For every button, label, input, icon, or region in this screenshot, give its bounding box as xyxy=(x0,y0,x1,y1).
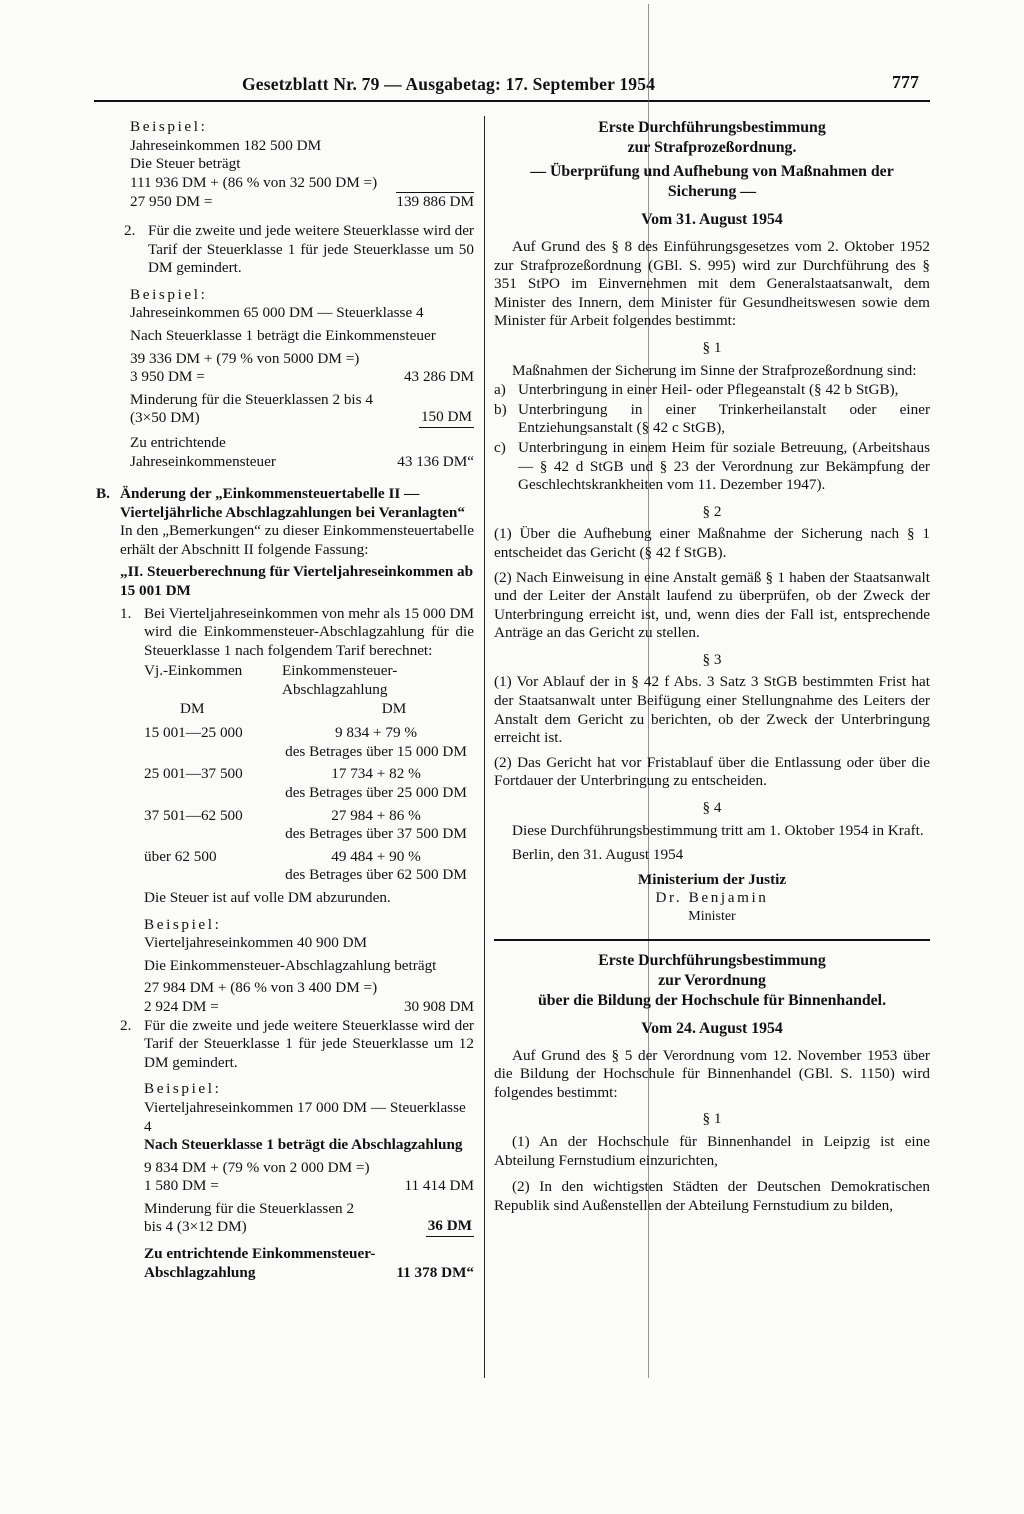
ordinance-title: Erste Durchführungsbestimmung xyxy=(598,119,826,136)
example-line: 3 950 DM = xyxy=(130,368,205,386)
example-line: 9 834 DM + (79 % von 2 000 DM =) xyxy=(144,1158,370,1176)
column-divider xyxy=(484,116,485,1378)
section-title: Änderung der „Einkommensteuertabelle II — Vierteljährliche Abschlagzahlungen bei Veranlagten“ xyxy=(120,485,465,521)
paragraph-number: 2. xyxy=(124,221,136,239)
place-date: Berlin, den 31. August 1954 xyxy=(512,846,684,864)
section-text: (2) In den wichtigsten Städten der Deutschen Demokratischen Republik sind Außenstellen der Abteilung Fernstudium zu bilden, xyxy=(494,1178,930,1214)
section-b xyxy=(96,485,474,1282)
table-row xyxy=(144,724,474,761)
section-heading: § 2 xyxy=(702,502,722,520)
table-cell xyxy=(278,807,474,844)
list-text: Unterbringung in einer Heil- oder Pflegeanstalt (§ 42 b StGB), xyxy=(518,381,899,399)
ordinance-subtitle: — Überprüfung und Aufhebung von Maßnahmen der Sicherung — xyxy=(530,163,894,200)
table-cell xyxy=(278,765,474,802)
ordinance-hochschule xyxy=(494,951,930,1216)
example-result: 43 136 DM“ xyxy=(397,452,474,470)
list-marker: a) xyxy=(494,381,506,399)
tariff-table xyxy=(120,662,474,907)
paragraph-text: Für die zweite und jede weitere Steuerklasse wird der Tarif der Steuerklasse 1 für jede Steuerklasse um 50 DM gemindert. xyxy=(148,221,474,277)
table-value: 27 984 + 86 % xyxy=(331,806,421,824)
example-result-row xyxy=(144,998,474,1017)
example-3 xyxy=(120,916,474,1017)
section-text: Maßnahmen der Sicherung im Sinne der Strafprozeßordnung sind: xyxy=(512,361,917,379)
example-result-row xyxy=(130,434,474,471)
section-heading: § 1 xyxy=(702,338,722,356)
section-separator-rule xyxy=(494,939,930,941)
table-unit-row xyxy=(144,700,474,719)
example-label: Beispiel: xyxy=(144,915,222,933)
list-item xyxy=(494,381,930,400)
example-line: 27 950 DM = xyxy=(130,193,213,211)
section-text: Diese Durchführungsbestimmung tritt am 1. Oktober 1954 in Kraft. xyxy=(512,821,924,839)
example-label: Beispiel: xyxy=(130,118,208,135)
list-text: Unterbringung in einem Heim für soziale Betreuung, (Arbeitshaus — § 42 d StGB und § 23 der Verordnung zur Bekämpfung der Geschlechtskrankheiten vom 11. Dezember 1947). xyxy=(518,438,930,494)
example-result: 150 DM xyxy=(419,408,474,428)
page-header: Gesetzblatt Nr. 79 — Ausgabetag: 17. September 1954 xyxy=(242,74,656,94)
example-result-row xyxy=(130,192,474,212)
table-header: Vj.-Einkommen xyxy=(144,662,243,680)
example-line: 111 936 DM + (86 % von 32 500 DM =) xyxy=(130,173,378,191)
section-heading: § 1 xyxy=(702,1110,722,1128)
table-cell xyxy=(278,848,474,885)
list-item xyxy=(494,401,930,438)
table-unit: DM xyxy=(180,699,205,717)
example-line: 27 984 DM + (86 % von 3 400 DM =) xyxy=(144,979,378,997)
ordinance-date: Vom 24. August 1954 xyxy=(641,1019,783,1037)
example-result: 11 414 DM xyxy=(404,1177,474,1195)
example-line: 2 924 DM = xyxy=(144,997,219,1015)
example-result-row xyxy=(144,1177,474,1196)
table-cell: 25 001—37 500 xyxy=(144,765,243,783)
example-line: Nach Steuerklasse 1 beträgt die Abschlagzahlung xyxy=(144,1136,463,1154)
paragraph-number: 1. xyxy=(120,604,132,622)
example-line: Die Steuer beträgt xyxy=(130,155,241,173)
table-subvalue: des Betrages über 25 000 DM xyxy=(285,784,467,801)
example-line: Jahreseinkommen 65 000 DM — Steuerklasse 4 xyxy=(130,304,424,322)
example-label: Beispiel: xyxy=(144,1080,222,1098)
table-cell: 15 001—25 000 xyxy=(144,724,243,742)
paragraph-text: Bei Vierteljahreseinkommen von mehr als 15 000 DM wird die Einkommensteuer-Abschlagzahlung für die Steuerklasse 1 nach folgendem Tarif berechnet: xyxy=(144,604,474,659)
table-subvalue: des Betrages über 15 000 DM xyxy=(285,742,467,760)
ordinance-preamble: Auf Grund des § 5 der Verordnung vom 12. November 1953 über die Bildung der Hochschule für Binnenhandel (GBl. S. 1150) wird folgendes bestimmt: xyxy=(494,1046,930,1101)
paragraph-text: Für die zweite und jede weitere Steuerklasse wird der Tarif der Steuerklasse 1 für jede Steuerklasse um 12 DM gemindert. xyxy=(144,1016,474,1071)
table-header: Einkommensteuer-Abschlagzahlung xyxy=(282,662,398,699)
example-result-row xyxy=(144,1200,474,1237)
example-result: 139 886 DM xyxy=(396,193,474,211)
numbered-paragraph xyxy=(120,605,474,661)
example-line: Zu entrichtende Einkommensteuer-Abschlagzahlung xyxy=(144,1245,376,1281)
list-marker: c) xyxy=(494,438,506,456)
ordinance-date: Vom 31. August 1954 xyxy=(641,211,783,228)
signer-role: Minister xyxy=(688,909,736,924)
table-value: 49 484 + 90 % xyxy=(331,847,421,865)
ordinance-title: zur Strafprozeßordnung. xyxy=(627,139,797,156)
example-result-row xyxy=(130,391,474,428)
section-intro: In den „Bemerkungen“ zu dieser Einkommensteuertabelle erhält der Abschnitt II folgende Fassung: xyxy=(120,522,474,558)
section-text: (1) An der Hochschule für Binnenhandel in Leipzig ist eine Abteilung Fernstudium einzurichten, xyxy=(494,1132,930,1169)
ordinance-title: über die Bildung der Hochschule für Binnenhandel. xyxy=(537,991,887,1009)
numbered-paragraph xyxy=(96,222,474,278)
table-value: 17 734 + 82 % xyxy=(331,765,421,783)
example-result: 36 DM xyxy=(426,1217,474,1237)
example-line: Die Einkommensteuer-Abschlagzahlung beträgt xyxy=(144,956,437,974)
example-label: Beispiel: xyxy=(130,285,208,303)
example-result: 30 908 DM xyxy=(403,997,474,1015)
table-row xyxy=(144,807,474,844)
example-result: 43 286 DM xyxy=(403,368,474,386)
list-item xyxy=(494,439,930,495)
ordinance-title: Erste Durchführungsbestimmung xyxy=(598,951,826,969)
example-result-row xyxy=(130,368,474,387)
page-number: 777 xyxy=(892,72,919,92)
left-column xyxy=(96,118,474,1282)
example-line: Minderung für die Steuerklassen 2 bis 4 (3×50 DM) xyxy=(130,390,373,427)
table-header-row xyxy=(144,662,474,699)
table-subvalue: des Betrages über 37 500 DM xyxy=(285,825,467,843)
table-cell: 37 501—62 500 xyxy=(144,806,243,824)
section-subtitle: „II. Steuerberechnung für Vierteljahreseinkommen ab 15 001 DM xyxy=(120,563,474,600)
example-line: Zu entrichtende Jahreseinkommensteuer xyxy=(130,433,276,470)
section-text: (2) Nach Einweisung in eine Anstalt gemäß § 1 haben der Staatsanwalt und der Leiter der Anstalt laufend zu überprüfen, ob der Zweck der Unterbringung erreicht ist, und, wenn dies der Fall ist, entsprechende Anträge an das Gericht zu stellen. xyxy=(494,568,930,642)
example-line: 39 336 DM + (79 % von 5000 DM =) xyxy=(130,349,360,367)
example-line: Minderung für die Steuerklassen 2 bis 4 (3×12 DM) xyxy=(144,1199,355,1236)
table-row xyxy=(144,848,474,885)
section-text: (2) Das Gericht hat vor Fristablauf über die Entlassung oder über die Fortdauer der Unterbringung zu entscheiden. xyxy=(494,753,930,790)
section-text: (1) Vor Ablauf der in § 42 f Abs. 3 Satz 3 StGB bestimmten Frist hat der Staatsanwalt unter Beifügung einer Stellungnahme des Leiters der Anstalt dem Gericht zu berichten, ob der Zweck der Unterbringung erreicht ist. xyxy=(494,673,930,747)
example-line: Jahreseinkommen 182 500 DM xyxy=(130,136,322,154)
table-subvalue: des Betrages über 62 500 DM xyxy=(285,866,467,884)
right-column xyxy=(494,118,930,1215)
section-label: B. xyxy=(96,485,110,503)
section-text: (1) Über die Aufhebung einer Maßnahme der Sicherung nach § 1 entscheidet das Gericht (§ 42 f StGB). xyxy=(494,525,930,561)
example-line: Vierteljahreseinkommen 40 900 DM xyxy=(144,934,368,952)
paragraph-number: 2. xyxy=(120,1016,132,1034)
example-1 xyxy=(96,118,474,212)
list-marker: b) xyxy=(494,400,507,418)
list-text: Unterbringung in einer Trinkerheilanstalt oder einer Entziehungsanstalt (§ 42 c StGB), xyxy=(518,400,930,437)
section-heading: § 3 xyxy=(702,650,722,668)
example-line: 1 580 DM = xyxy=(144,1177,219,1195)
ordinance-preamble: Auf Grund des § 8 des Einführungsgesetzes vom 2. Oktober 1952 zur Strafprozeßordnung (GBl. S. 995) wird zur Durchführung des § 351 StPO im Einvernehmen mit dem Generalstaatsanwalt, dem Minister des Innern, dem Minister für Gesundheitswesen sowie dem Minister für Arbeit folgendes bestimmt: xyxy=(494,238,930,330)
example-2 xyxy=(96,286,474,471)
example-line: Vierteljahreseinkommen 17 000 DM — Steuerklasse 4 xyxy=(144,1098,466,1135)
table-value: 9 834 + 79 % xyxy=(335,724,417,742)
example-result-row xyxy=(144,1245,474,1282)
table-unit: DM xyxy=(381,699,407,717)
ordinance-strafprozessordnung xyxy=(494,118,930,927)
table-row xyxy=(144,765,474,802)
table-cell xyxy=(278,724,474,761)
table-cell: über 62 500 xyxy=(144,847,217,865)
numbered-paragraph xyxy=(120,1017,474,1073)
signer-name: Dr. Benjamin xyxy=(655,889,769,907)
ministry-name: Ministerium der Justiz xyxy=(637,870,787,888)
header-rule xyxy=(94,100,930,102)
section-heading: § 4 xyxy=(702,799,722,817)
example-4 xyxy=(120,1080,474,1282)
rounding-note: Die Steuer ist auf volle DM abzurunden. xyxy=(144,888,391,906)
example-result: 11 378 DM“ xyxy=(396,1263,474,1281)
example-line: Nach Steuerklasse 1 beträgt die Einkommensteuer xyxy=(130,326,436,344)
ordinance-title: zur Verordnung xyxy=(658,971,766,989)
